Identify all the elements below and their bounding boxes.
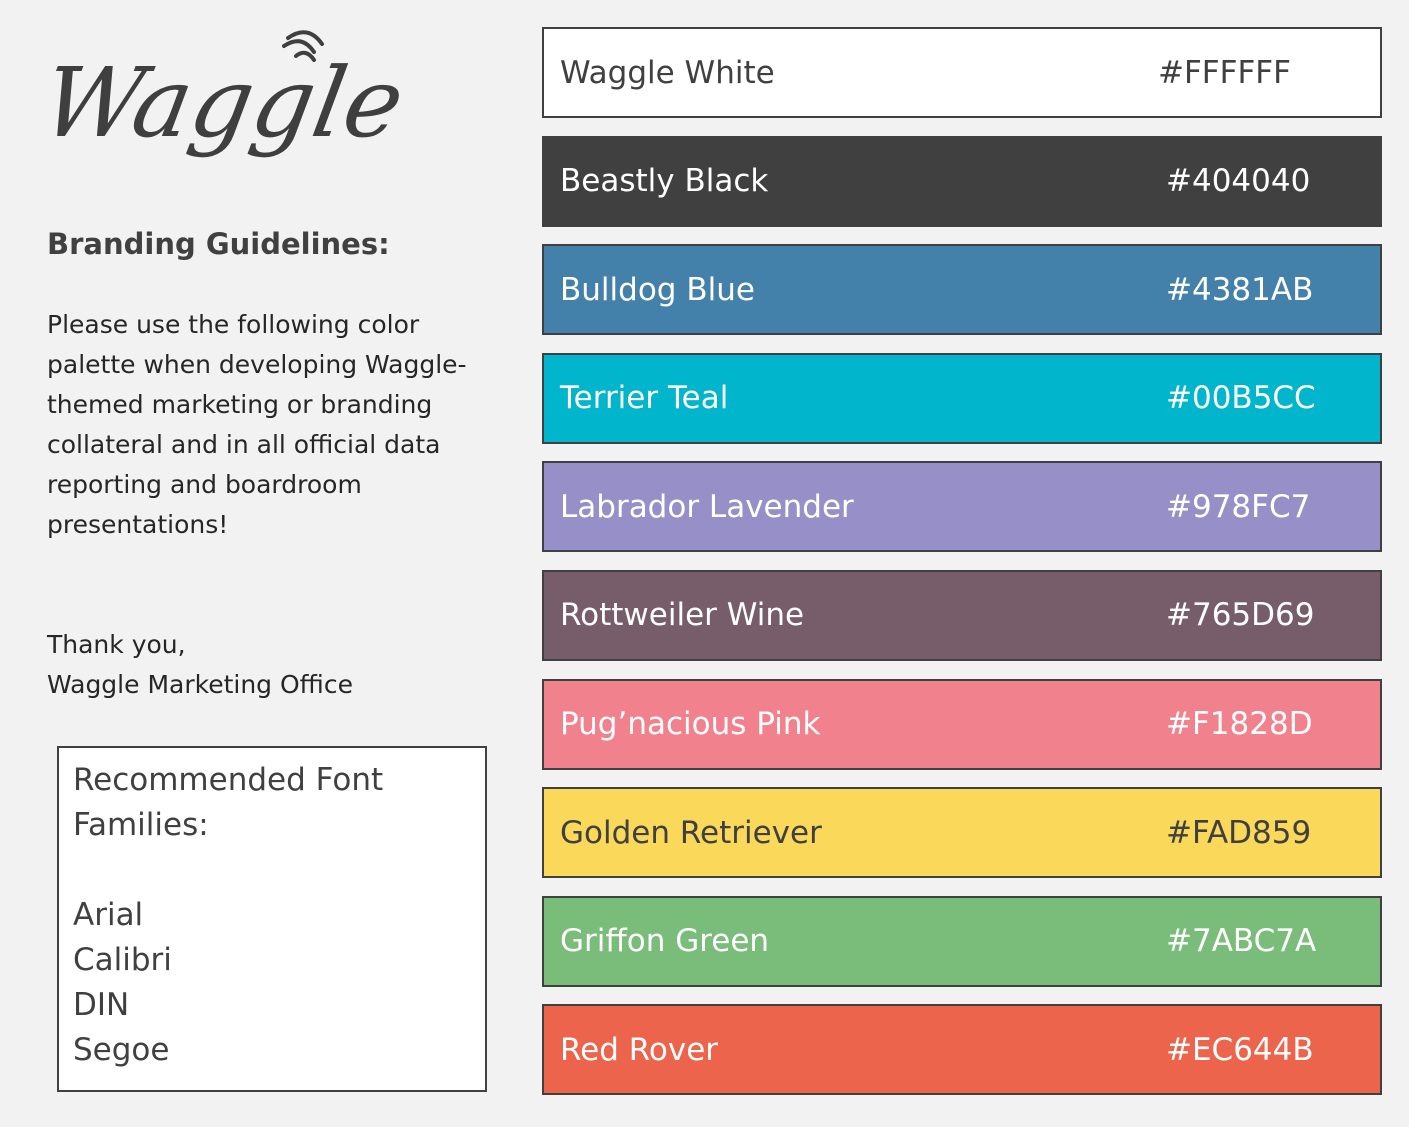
swatch-hex: #FFFFFF <box>1158 54 1291 91</box>
swatch-name: Waggle White <box>560 54 775 91</box>
signoff-signature: Waggle Marketing Office <box>47 670 353 699</box>
color-swatch <box>542 136 1382 227</box>
swatch-hex: #4381AB <box>1166 271 1314 308</box>
guidelines-body-text: Please use the following color palette when developing Waggle-themed marketing or branding collateral and in all official data reporting and boardroom presentations! <box>47 310 467 539</box>
font-item: Calibri <box>73 942 172 978</box>
font-item: DIN <box>73 987 130 1023</box>
color-swatch <box>542 244 1382 335</box>
color-swatch <box>542 679 1382 770</box>
swatch-name: Pug’nacious Pink <box>560 706 821 743</box>
page-title: Branding Guidelines: <box>47 227 390 261</box>
font-families-title: Recommended Font Families: <box>73 762 384 843</box>
color-swatch <box>542 27 1382 118</box>
color-palette <box>542 27 1382 1113</box>
swatch-hex: #FAD859 <box>1166 814 1312 851</box>
color-swatch <box>542 1004 1382 1095</box>
swatch-name: Terrier Teal <box>560 380 729 417</box>
waggle-logo <box>34 24 412 194</box>
swatch-name: Beastly Black <box>560 163 769 200</box>
swatch-hex: #00B5CC <box>1166 380 1316 417</box>
color-swatch <box>542 570 1382 661</box>
font-item: Segoe <box>73 1032 170 1068</box>
waggle-logo-text: Waggle <box>34 46 412 159</box>
swatch-name: Labrador Lavender <box>560 488 854 525</box>
swatch-hex: #404040 <box>1166 163 1311 200</box>
swatch-hex: #7ABC7A <box>1166 923 1317 960</box>
color-swatch <box>542 896 1382 987</box>
swatch-hex: #F1828D <box>1166 706 1313 743</box>
signoff <box>47 625 487 705</box>
swatch-name: Griffon Green <box>560 923 770 960</box>
swatch-hex: #765D69 <box>1166 597 1315 634</box>
signoff-thanks: Thank you, <box>47 630 186 659</box>
waggle-logo-icon <box>34 24 412 194</box>
color-swatch <box>542 787 1382 878</box>
font-families-box <box>57 746 487 1092</box>
swatch-hex: #EC644B <box>1166 1031 1314 1068</box>
swatch-hex: #978FC7 <box>1166 488 1311 525</box>
swatch-name: Golden Retriever <box>560 814 822 851</box>
color-swatch <box>542 461 1382 552</box>
swatch-name: Red Rover <box>560 1031 719 1068</box>
guidelines-body <box>47 305 487 545</box>
swatch-name: Rottweiler Wine <box>560 597 805 634</box>
color-swatch <box>542 353 1382 444</box>
swatch-name: Bulldog Blue <box>560 271 755 308</box>
font-item: Arial <box>73 897 144 933</box>
